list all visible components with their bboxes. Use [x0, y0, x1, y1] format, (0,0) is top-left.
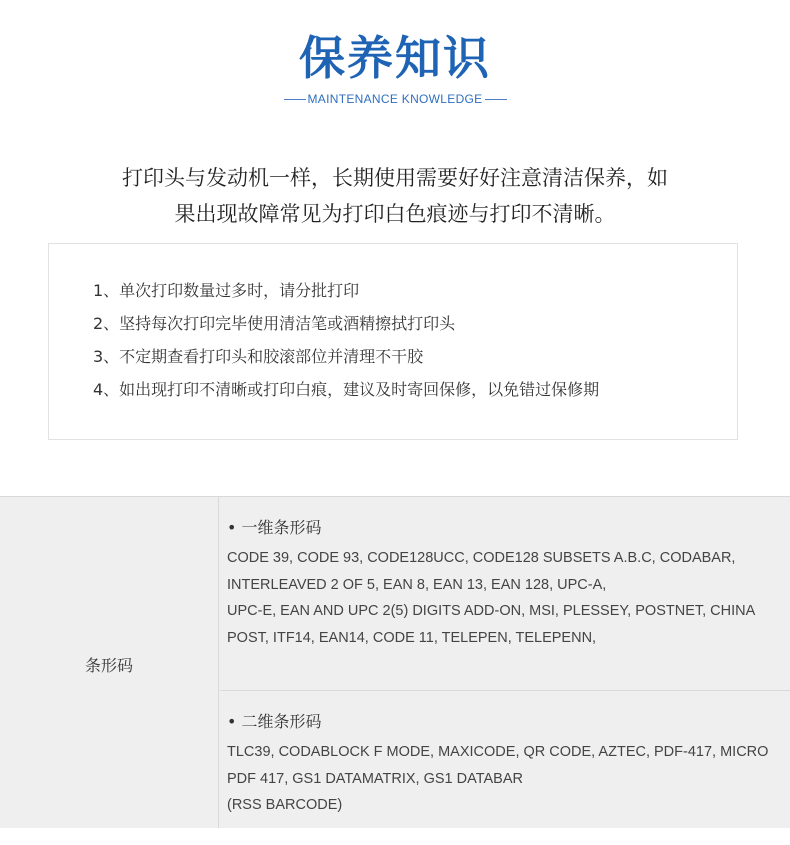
barcode-spec-table: [0, 496, 790, 828]
spec-1d-line: POST, ITF14, EAN14, CODE 11, TELEPEN, TELEPENN,: [227, 629, 597, 646]
subtitle-right-rule: [485, 99, 507, 100]
subtitle-left-rule: [284, 99, 306, 100]
tip-item: 1、单次打印数量过多时，请分批打印: [93, 281, 360, 300]
page-title: 保养知识: [299, 31, 491, 85]
tip-item: 3、不定期查看打印头和胶滚部位并清理不干胶: [93, 347, 424, 366]
spec-1d-line: UPC-E, EAN AND UPC 2(5) DIGITS ADD-ON, MSI, PLESSEY, POSTNET, CHINA: [227, 603, 756, 619]
spec-1d-line: INTERLEAVED 2 OF 5, EAN 8, EAN 13, EAN 128, UPC-A,: [227, 576, 607, 593]
intro-line-1: 打印头与发动机一样，长期使用需要好好注意清洁保养，如: [122, 166, 668, 190]
subtitle-row: [0, 92, 790, 106]
spec-2d-barcode: [227, 711, 787, 819]
tips-list: [93, 274, 599, 406]
spec-2d-heading: • 二维条形码: [227, 712, 322, 731]
spec-2d-line: PDF 417, GS1 DATAMATRIX, GS1 DATABAR: [227, 770, 523, 787]
spec-1d-line: CODE 39, CODE 93, CODE128UCC, CODE128 SUBSETS A.B.C, CODABAR,: [227, 550, 736, 566]
tip-item: 4、如出现打印不清晰或打印白痕，建议及时寄回保修，以免错过保修期: [93, 380, 600, 399]
spec-2d-line: (RSS BARCODE): [227, 797, 343, 813]
spec-1d-barcode: [227, 517, 787, 651]
maintenance-tips-box: [48, 243, 738, 440]
spec-1d-heading: • 一维条形码: [227, 518, 322, 537]
intro-paragraph: [40, 160, 750, 232]
spec-row-divider: [220, 690, 790, 691]
spec-2d-line: TLC39, CODABLOCK F MODE, MAXICODE, QR CODE, AZTEC, PDF-417, MICRO: [227, 744, 769, 760]
intro-line-2: 果出现故障常见为打印白色痕迹与打印不清晰。: [174, 202, 616, 226]
tip-item: 2、坚持每次打印完毕使用清洁笔或酒精擦拭打印头: [93, 314, 456, 333]
spec-label-barcode: 条形码: [0, 497, 219, 828]
page-subtitle: MAINTENANCE KNOWLEDGE: [307, 92, 483, 106]
